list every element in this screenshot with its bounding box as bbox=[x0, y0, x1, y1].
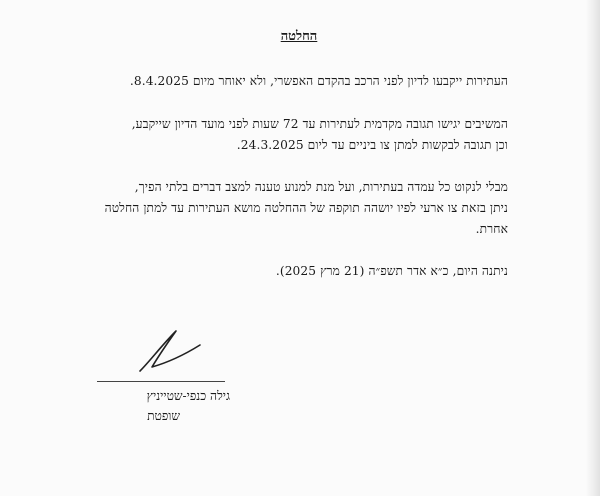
judge-name: גילה כנפי-שטייניץ bbox=[146, 389, 230, 403]
signature-scribble bbox=[136, 327, 206, 377]
judge-role: שופטת bbox=[147, 409, 180, 423]
paragraph-3-line-1: מבלי לנקוט כל עמדה בעתירות, ועל מנת למנוע טענה למצב דברים בלתי הפיך, bbox=[134, 180, 508, 194]
paragraph-1-line-1: העתירות ייקבעו לדיון לפני הרכב בהקדם האפשרי, ולא יאוחר מיום 8.4.2025. bbox=[129, 74, 508, 88]
paragraph-2-line-2: וכן תגובה לבקשות למתן צו ביניים עד ליום 24.3.2025. bbox=[236, 138, 508, 152]
paragraph-3-line-3: אחרת. bbox=[475, 222, 508, 236]
given-date: ניתנה היום, כ״א אדר תשפ״ה (21 מרץ 2025). bbox=[275, 264, 508, 278]
paragraph-3-line-2: ניתן בזאת צו ארעי לפיו יושהה תוקפה של ההחלטה מושא העתירות עד למתן החלטה bbox=[104, 201, 508, 215]
document-title: החלטה bbox=[280, 29, 318, 44]
signature-line bbox=[97, 381, 225, 382]
paragraph-2-line-1: המשיבים יגישו תגובה מקדמית לעתירות עד 72 שעות לפני מועד הדיון שייקבע, bbox=[131, 117, 508, 131]
